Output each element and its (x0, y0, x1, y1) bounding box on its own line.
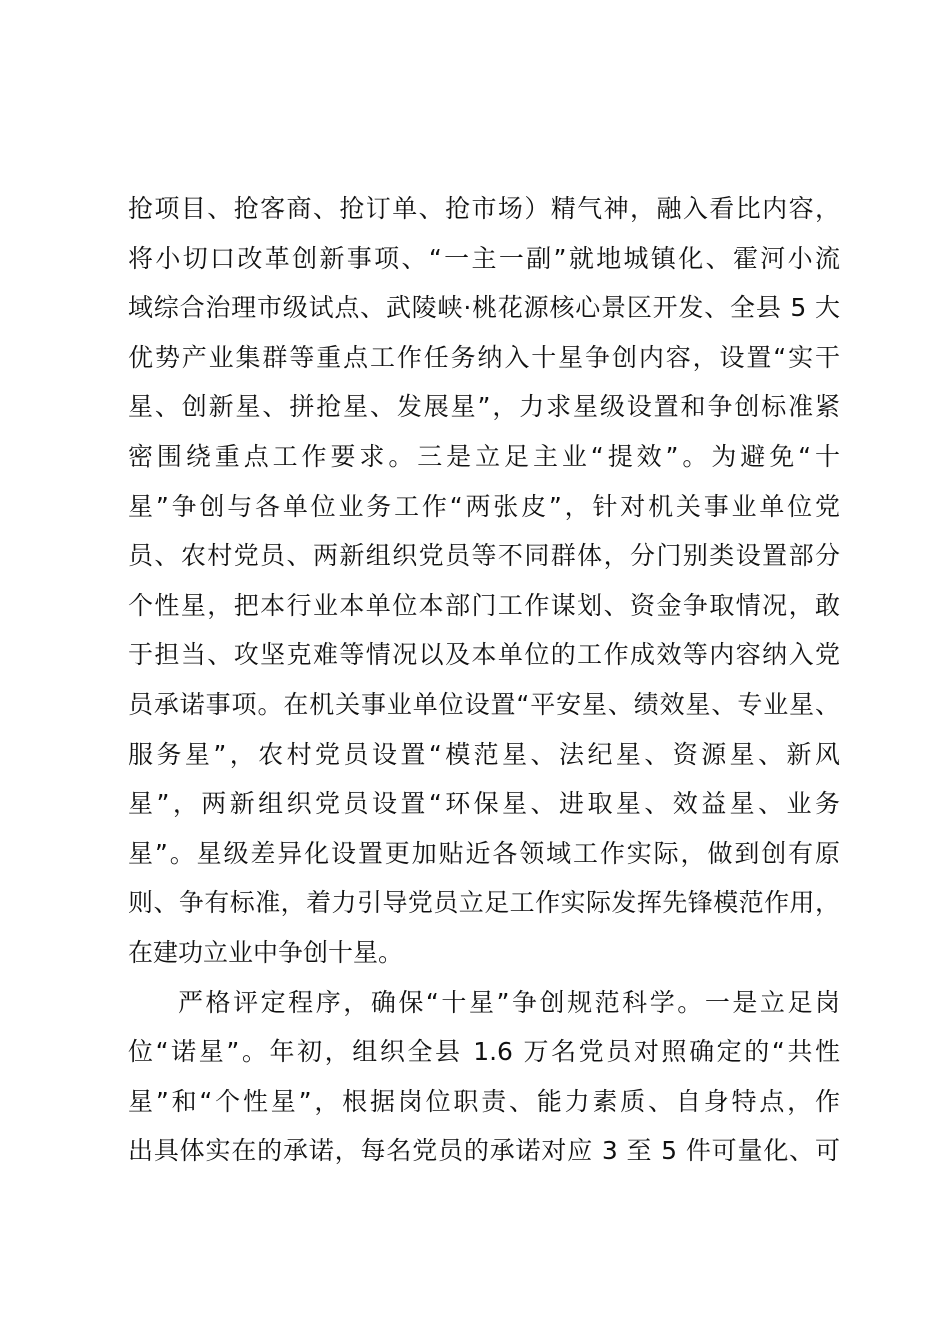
text-line: 在建功立业中争创十星。 (128, 937, 404, 967)
text-line: 星”争创与各单位业务工作“两张皮”，针对机关事业单位党 (128, 491, 840, 521)
body-text (128, 184, 840, 1176)
text-line: 员、农村党员、两新组织党员等不同群体，分门别类设置部分 (128, 541, 840, 571)
text-line: 星”。星级差异化设置更加贴近各领域工作实际，做到创有原 (128, 838, 840, 868)
text-line: 个性星，把本行业本单位本部门工作谋划、资金争取情况，敢 (128, 590, 840, 620)
text-line: 严格评定程序，确保“十星”争创规范科学。一是立足岗 (178, 987, 840, 1017)
text-line: 出具体实在的承诺，每名党员的承诺对应 3 至 5 件可量化、可 (128, 1136, 840, 1166)
text-line: 位“诺星”。年初，组织全县 1.6 万名党员对照确定的“共性 (128, 1037, 840, 1067)
text-line: 星、创新星、拼抢星、发展星”，力求星级设置和争创标准紧 (128, 392, 840, 422)
text-line: 将小切口改革创新事项、“一主一副”就地城镇化、霍河小流 (128, 243, 840, 273)
paragraph-1 (128, 184, 840, 978)
text-line: 服务星”，农村党员设置“模范星、法纪星、资源星、新风 (128, 739, 840, 769)
text-line: 抢项目、抢客商、抢订单、抢市场）精气神，融入看比内容， (128, 194, 840, 223)
text-line: 密围绕重点工作要求。三是立足主业“提效”。为避免“十 (128, 441, 840, 471)
text-line: 则、争有标准，着力引导党员立足工作实际发挥先锋模范作用， (128, 888, 840, 918)
text-line: 员承诺事项。在机关事业单位设置“平安星、绩效星、专业星、 (128, 689, 840, 719)
text-line: 星”，两新组织党员设置“环保星、进取星、效益星、业务 (128, 789, 840, 819)
text-line: 优势产业集群等重点工作任务纳入十星争创内容，设置“实干 (128, 342, 840, 372)
text-line: 域综合治理市级试点、武陵峡·桃花源核心景区开发、全县 5 大 (128, 293, 840, 323)
text-line: 于担当、攻坚克难等情况以及本单位的工作成效等内容纳入党 (128, 640, 840, 670)
text-line: 星”和“个性星”，根据岗位职责、能力素质、自身特点，作 (128, 1086, 840, 1116)
paragraph-2 (128, 978, 840, 1176)
